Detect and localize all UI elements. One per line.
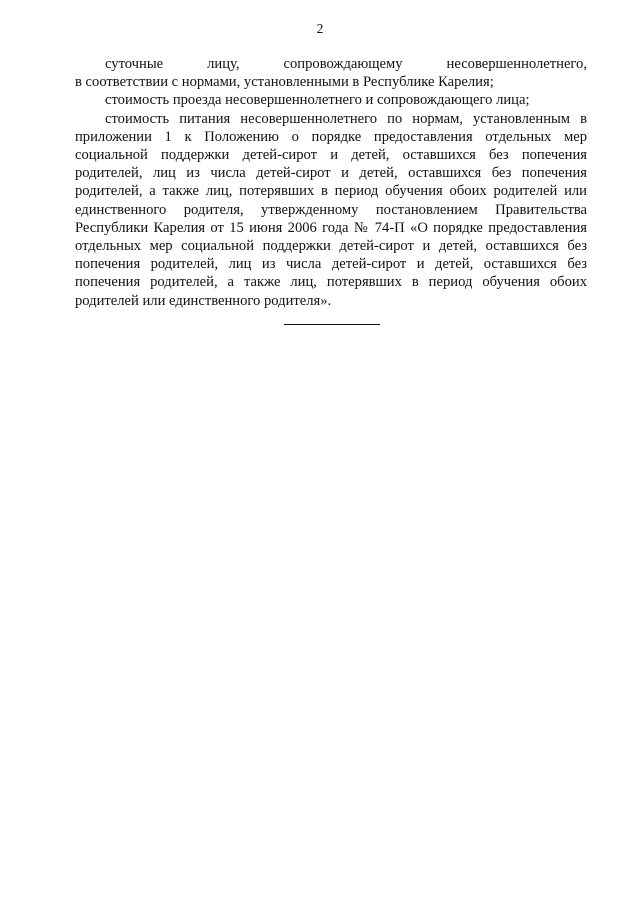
page-number: 2 [316, 21, 324, 36]
paragraph-continuation: в соответствии с нормами, установленными в Республике Карелия; [75, 74, 494, 91]
paragraph-daily-allowance [75, 55, 587, 91]
document-body [75, 55, 587, 310]
paragraph-meal-cost: стоимость питания несовершеннолетнего по нормам, установленным в приложении 1 к Положению о порядке предоставления отдельных мер социальной поддержки детей-сирот и детей, оставшихся без попечения родителей, лиц из числа детей-сирот и детей, оставшихся без попечения родителей, а также лиц, потерявших в период обучения обоих родителей или единственного родителя, утвержденному постановлением Правительства Республики Карелия от 15 июня 2006 года № 74-П «О порядке предоставления отдельных мер социальной поддержки детей-сирот и детей, оставшихся без попечения родителей, лиц из числа детей-сирот и детей, оставшихся без попечения родителей, а также лиц, потерявших в период обучения обоих родителей или единственного родителя». [75, 110, 587, 309]
paragraph-first-line: суточные лицу, сопровождающему несовершеннолетнего, [105, 56, 587, 72]
paragraph-travel-cost: стоимость проезда несовершеннолетнего и сопровождающего лица; [105, 92, 530, 109]
end-divider-line [284, 324, 380, 325]
